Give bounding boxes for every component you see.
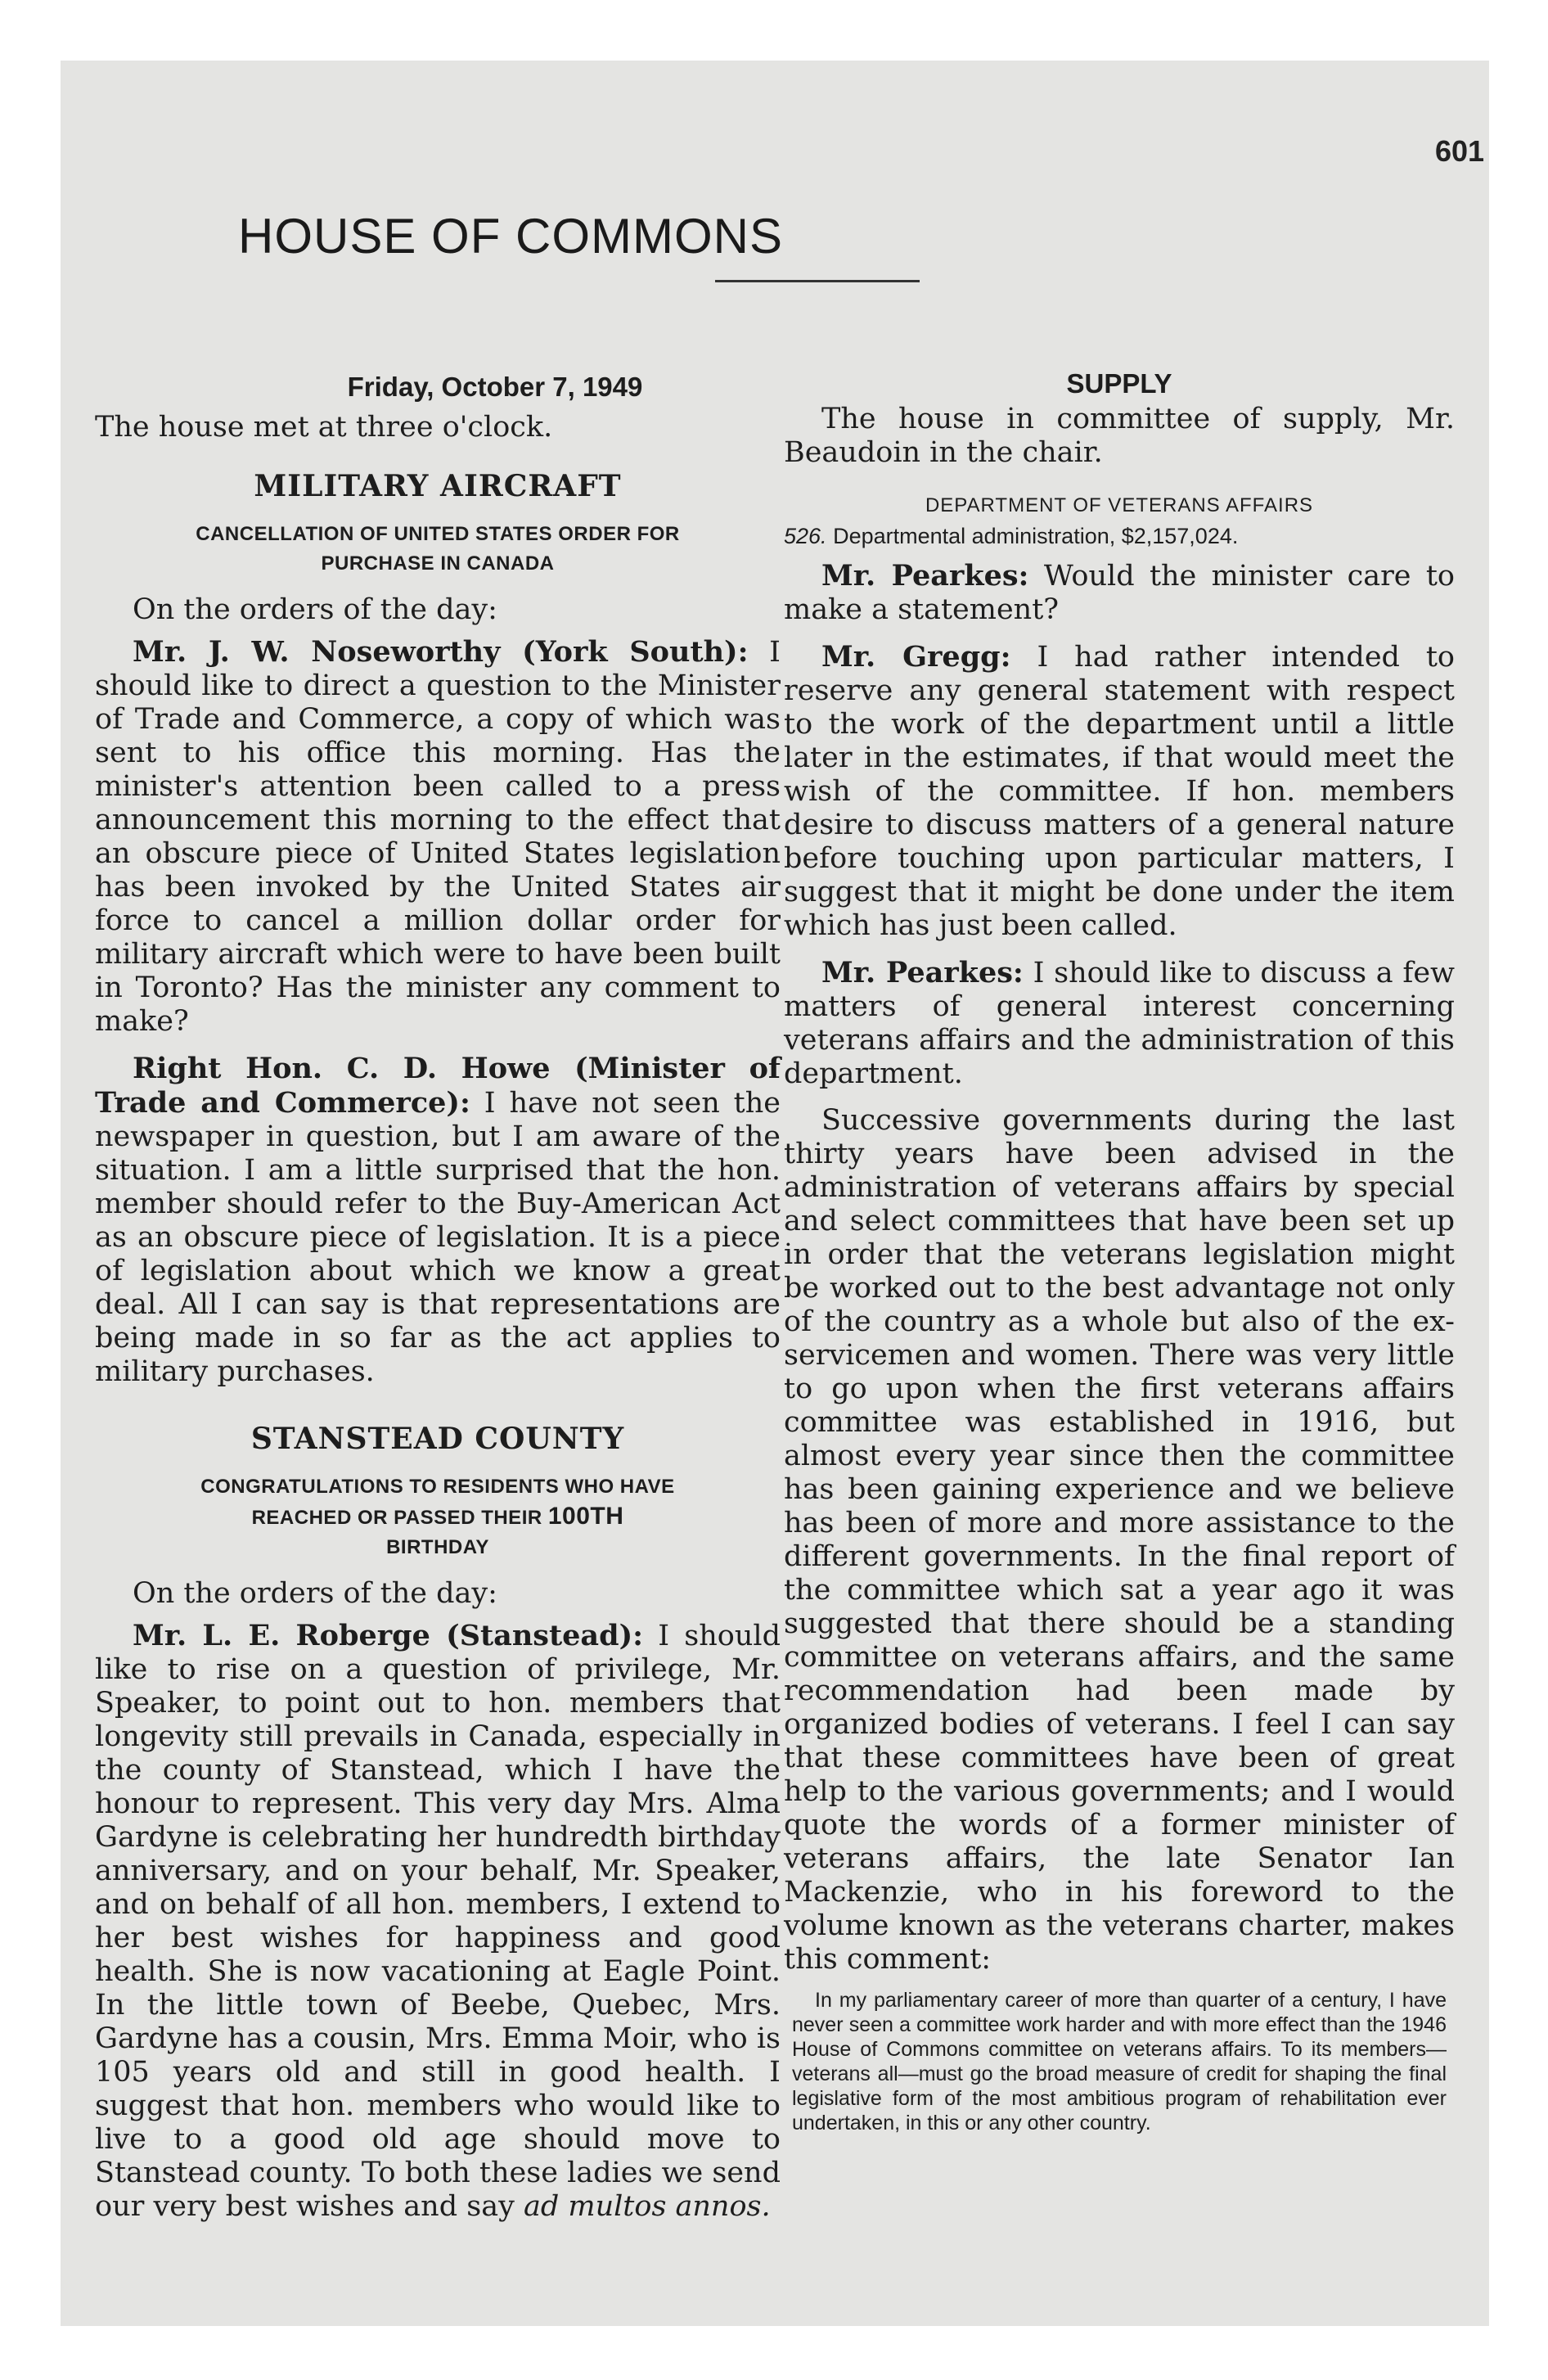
document-page: [61, 61, 1489, 2326]
page-title: HOUSE OF COMMONS: [237, 209, 783, 264]
section-subheading-congratulations: [95, 1472, 781, 1562]
block-quote: In my parliamentary career of more than quarter of a century, I have never seen a committee work harder and with more effect than the 1946 House of Commons committee on veterans affairs. To its members—veterans all—must go the broad measure of credit for shaping the final legislative form of the most ambitious program of rehabilitation ever undertaken, in this or any other country.: [792, 1989, 1447, 2134]
committee-chair-line: The house in committee of supply, Mr. Beaudoin in the chair.: [784, 403, 1455, 469]
speech-pearkes-2: [784, 956, 1455, 1091]
subheading-line: BIRTHDAY: [386, 1536, 489, 1558]
section-heading-military-aircraft: MILITARY AIRCRAFT: [254, 469, 622, 503]
speech-text: I should like to direct a question to the Minister of Trade and Commerce, a copy of which was sent to his office this morning. Has the minister's attention been called to a press announcement this morning to the effect that an obscure piece of United States legislation has been invoked by the United States air force to cancel a million dollar order for military aircraft which were to have been built in Toronto? Has the minister any comment to make?: [95, 636, 781, 1038]
speaker-name: Mr. Pearkes:: [821, 956, 1024, 989]
department-heading: DEPARTMENT OF VETERANS AFFAIRS: [925, 494, 1314, 516]
speaker-name: Mr. J. W. Noseworthy (York South):: [133, 635, 749, 669]
title-rule: [715, 280, 920, 282]
speech-gregg: [784, 640, 1455, 943]
speech-text: I should like to discuss a few matters of general interest concerning veterans affairs and the administration of this department.: [784, 957, 1455, 1090]
speaker-name: Mr. Gregg:: [821, 640, 1011, 674]
item-number: 526.: [784, 524, 827, 548]
speech-noseworthy: [95, 635, 781, 1039]
section-heading-stanstead: STANSTEAD COUNTY: [250, 1422, 625, 1456]
speaker-name: Right Hon. C. D. Howe (Minister of Trade and Commerce):: [95, 1052, 781, 1120]
estimate-item: [784, 524, 1455, 549]
speech-pearkes-continued: Successive governments during the last thirty years have been advised in the administration of veterans affairs by special and select committees that have been set up in order that the veterans legislation might be worked out to the best advantage not only of the country as a whole but also of the ex-servicemen and women. There was very little to go upon when the first veterans affairs committee was established in 1916, but almost every year since then the committee has been gaining experience and we believe has been of more and more assistance to the different governments. In the final report of the committee which sat a year ago it was suggested that there should be a standing committee on veterans affairs, and the same recommendation had been made by organized bodies of veterans. I feel I can say that these committees have been of great help to the various governments; and I would quote the words of a former minister of veterans affairs, the late Senator Ian Mackenzie, who in his foreword to the volume known as the veterans charter, makes this comment:: [784, 1104, 1455, 1976]
orders-of-day: On the orders of the day:: [133, 593, 497, 626]
subheading-line: CONGRATULATIONS TO RESIDENTS WHO HAVE: [200, 1476, 675, 1498]
item-text: Departmental administration, $2,157,024.: [826, 524, 1239, 548]
right-column: [784, 368, 1455, 2135]
speech-pearkes-1: [784, 559, 1455, 627]
section-heading-supply: SUPPLY: [1066, 368, 1172, 399]
speech-roberge: [95, 1619, 781, 2224]
section-subheading-cancellation: CANCELLATION OF UNITED STATES ORDER FOR PURCHASE IN CANADA: [196, 523, 680, 575]
speech-text: Would the minister care to make a statement?: [784, 560, 1455, 626]
sitting-date: Friday, October 7, 1949: [347, 372, 643, 402]
speaker-name: Mr. Pearkes:: [821, 559, 1029, 593]
orders-of-day: On the orders of the day:: [133, 1577, 497, 1610]
latin-phrase: ad multos annos.: [523, 2190, 771, 2223]
subheading-ordinal: 100TH: [547, 1503, 624, 1530]
speech-howe: [95, 1052, 781, 1389]
speaker-name: Mr. L. E. Roberge (Stanstead):: [133, 1619, 644, 1652]
page-number: 601: [1435, 134, 1485, 168]
speech-text: I have not seen the newspaper in question, but I am aware of the situation. I am a little surprised that the hon. member should refer to the Buy-American Act as an obscure piece of legislation. It is a piece of legislation about which we know a great deal. All I can say is that representations are being made in so far as the act applies to military purchases.: [95, 1087, 781, 1388]
speech-text: I should like to rise on a question of privilege, Mr. Speaker, to point out to hon. members that longevity still prevails in Canada, especially in the county of Stanstead, which I have the honour to represent. This very day Mrs. Alma Gardyne is celebrating her hundredth birthday anniversary, and on your behalf, Mr. Speaker, and on behalf of all hon. members, I extend to her best wishes for happiness and good health. She is now vacationing at Eagle Point. In the little town of Beebe, Quebec, Mrs. Gardyne has a cousin, Mrs. Emma Moir, who is 105 years old and still in good health. I suggest that hon. members who would like to live to a good old age should move to Stanstead county. To both these ladies we send our very best wishes and say: [95, 1620, 781, 2223]
left-column: [95, 372, 781, 2224]
subheading-line: REACHED OR PASSED THEIR: [251, 1507, 542, 1529]
speech-text: I had rather intended to reserve any general statement with respect to the work of the department until a little later in the estimates, if that would meet the wish of the committee. If hon. members desire to discuss matters of a general nature before touching upon particular matters, I suggest that it might be done under the item which has just been called.: [784, 641, 1455, 942]
opening-line: The house met at three o'clock.: [95, 411, 553, 444]
